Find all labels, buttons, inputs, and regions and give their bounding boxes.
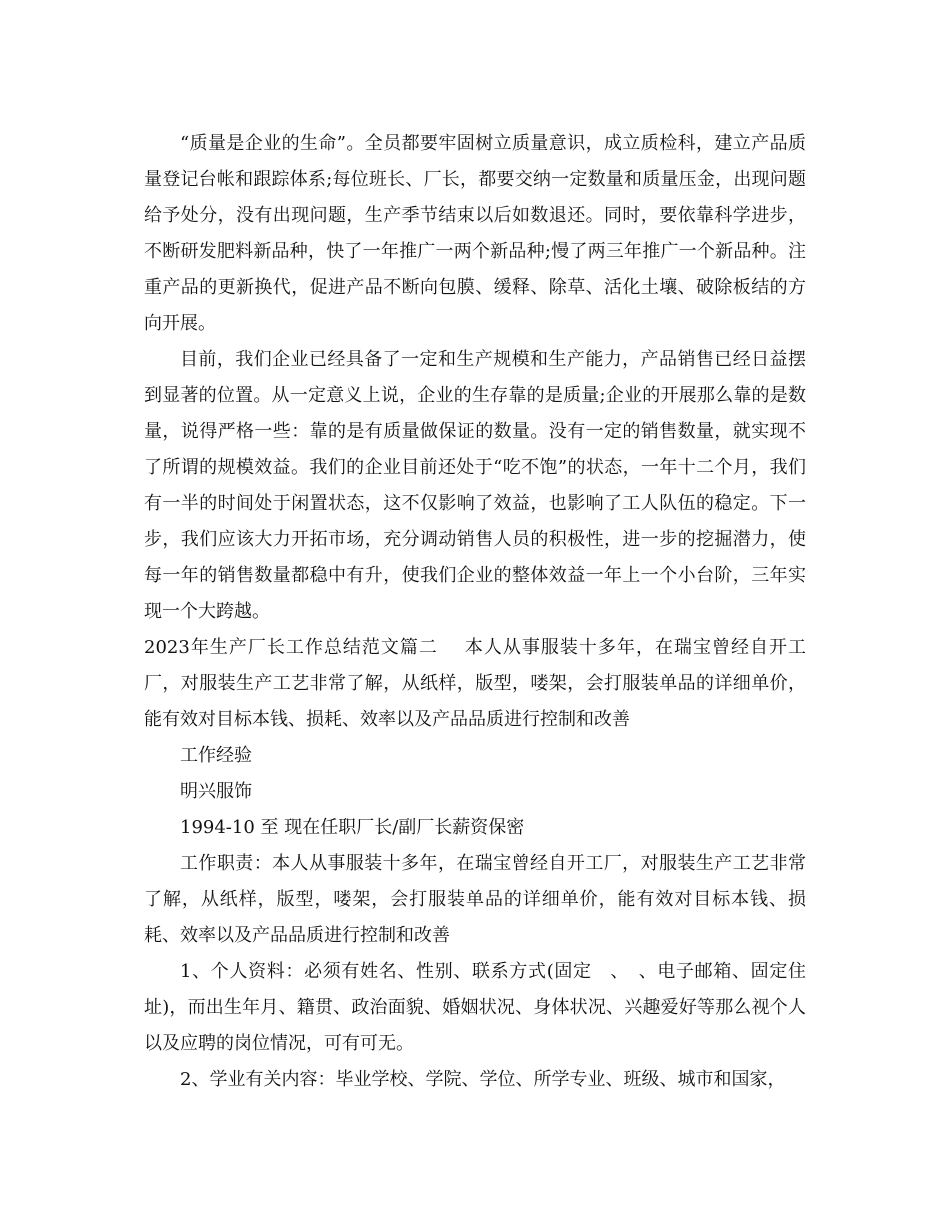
- paragraph-sales: 目前，我们企业已经具备了一定和生产规模和生产能力，产品销售已经日益摆到显著的位置。从一定意义上说，企业的生存靠的是质量;企业的开展那么靠的是数量，说得严格一些：靠的是有质量做保证的数量。没有一定的销售数量，就实现不了所谓的规模效益。我们的企业目前还处于“吃不饱”的状态，一年十二个月，我们有一半的时间处于闲置状态，这不仅影响了效益，也影响了工人队伍的稳定。下一步，我们应该大力开拓市场，充分调动销售人员的积极性，进一步的挖掘潜力，使每一年的销售数量都稳中有升，使我们企业的整体效益一年上一个小台阶，三年实现一个大跨越。: [144, 349, 806, 622]
- experience-label: 工作经验: [180, 745, 252, 766]
- company-name: 明兴服饰: [180, 781, 252, 802]
- section-intro: 本人从事服装十多年，在瑞宝曾经自开工厂，对服装生产工艺非常了解，从纸样，版型，喽架，会打服装单品的详细单价，能有效对目标本钱、损耗、效率以及产品品质进行控制和改善: [144, 637, 806, 730]
- list-item-personal-info: 1、个人资料：必须有姓名、性别、联系方式(固定 、 、电子邮箱、固定住址)，而出生年月、籍贯、政治面貌、婚姻状况、身体状况、兴趣爱好等那么视个人以及应聘的岗位情况，可有可无。: [144, 961, 806, 1054]
- section-heading: 2023年生产厂长工作总结范文篇二: [144, 637, 438, 658]
- duties-paragraph: 工作职责：本人从事服装十多年，在瑞宝曾经自开工厂，对服装生产工艺非常了解，从纸样，版型，喽架，会打服装单品的详细单价，能有效对目标本钱、损耗、效率以及产品品质进行控制和改善: [144, 853, 806, 946]
- paragraph-quality: “质量是企业的生命”。全员都要牢固树立质量意识，成立质检科，建立产品质量登记台帐和跟踪体系;每位班长、厂长，都要交纳一定数量和质量压金，出现问题给予处分，没有出现问题，生产季节结束以后如数退还。同时，要依靠科学进步，不断研发肥料新品种，快了一年推广一两个新品种;慢了两三年推广一个新品种。注重产品的更新换代，促进产品不断向包膜、缓释、除草、活化土壤、破除板结的方向开展。: [144, 133, 806, 334]
- period-title: 1994-10 至 现在任职厂长/副厂长薪资保密: [180, 817, 525, 838]
- list-item-education: 2、学业有关内容：毕业学校、学院、学位、所学专业、班级、城市和国家，: [180, 1069, 786, 1090]
- document-body: [144, 126, 806, 1098]
- section-block: [144, 630, 806, 738]
